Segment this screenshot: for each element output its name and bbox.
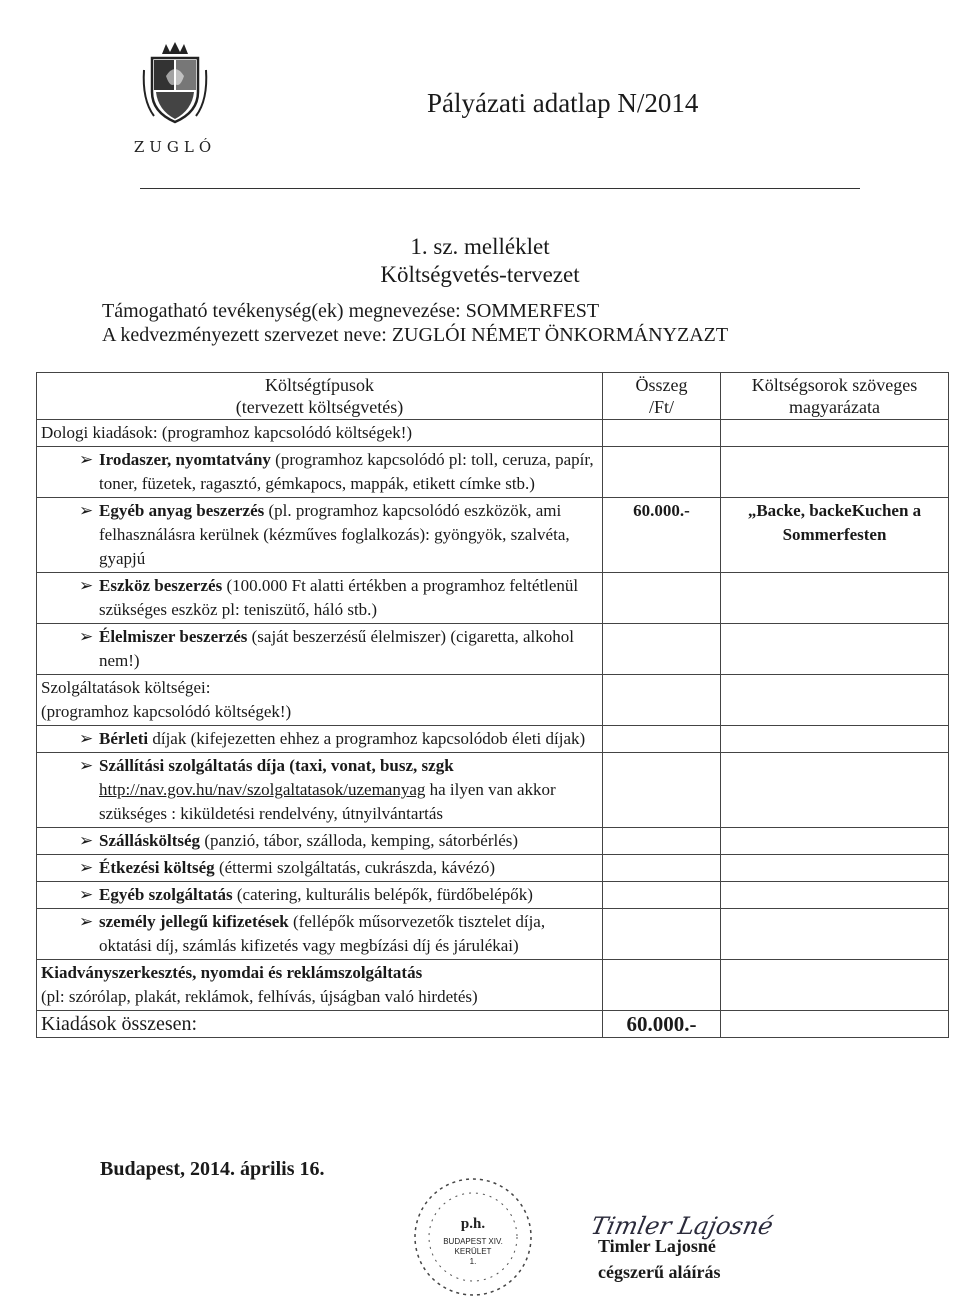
- signature-script: Timler Lajosné: [588, 1211, 776, 1240]
- stamp-line1: BUDAPEST XIV.: [443, 1237, 503, 1246]
- section-publication: Kiadványszerkesztés, nyomdai és reklámszolgáltatás (pl: szórólap, plakát, reklámok, felhívás, újságban való hirdetés): [37, 960, 603, 1011]
- item-food: ➢ Élelmiszer beszerzés (saját beszerzésű élelmiszer) (cigaretta, alkohol nem!): [37, 624, 603, 675]
- item-lodging: ➢ Szállásköltség (panzió, tábor, szálloda, kemping, sátorbérlés): [37, 828, 603, 855]
- arrow-bullet-icon: ➢: [79, 858, 94, 877]
- total-amount: 60.000.-: [603, 1011, 721, 1038]
- budget-table: [36, 372, 949, 1038]
- arrow-bullet-icon: ➢: [79, 756, 94, 775]
- arrow-bullet-icon: ➢: [79, 885, 94, 904]
- organization-line: A kedvezményezett szervezet neve: ZUGLÓI NÉMET ÖNKORMÁNYZAZT: [102, 324, 729, 346]
- table-row: [37, 420, 949, 447]
- table-row: [37, 828, 949, 855]
- table-row: [37, 753, 949, 828]
- stamp-line3: 1.: [469, 1257, 477, 1266]
- table-header-row: [37, 373, 949, 420]
- item-other-materials: ➢ Egyéb anyag beszerzés (pl. programhoz kapcsolódó eszközök, ami felhasználásra kerülnek (kézműves foglalkozás): gyöngyök, szalvéta, gyapjú: [37, 498, 603, 573]
- arrow-bullet-icon: ➢: [79, 576, 94, 595]
- item-other-services: ➢ Egyéb szolgáltatás (catering, kulturális belépők, fürdőbelépők): [37, 882, 603, 909]
- item-transport: ➢ Szállítási szolgáltatás díja (taxi, vonat, busz, szgk http://nav.gov.hu/nav/szolgaltatasok/uzemanyag ha ilyen van akkor szükséges : kiküldetési rendelvény, útnyilvántartás: [37, 753, 603, 828]
- total-row: [37, 1011, 949, 1038]
- item-equipment: ➢ Eszköz beszerzés (100.000 Ft alatti értékben a programhoz feltétlenül szükséges eszköz pl: teniszütő, háló stb.): [37, 573, 603, 624]
- table-row: [37, 726, 949, 753]
- item-other-explanation: „Backe, backeKuchen a Sommerfesten: [721, 498, 949, 573]
- arrow-bullet-icon: ➢: [79, 912, 94, 931]
- section-services: Szolgáltatások költségei: (programhoz kapcsolódó költségek!): [37, 675, 603, 726]
- place-date: Budapest, 2014. április 16.: [100, 1158, 325, 1180]
- coat-of-arms-logo: [133, 40, 217, 160]
- item-office-supplies: ➢ Irodaszer, nyomtatvány (programhoz kapcsolódó pl: toll, ceruza, papír, toner, füzetek, ragasztó, gémkapocs, mappák, etikett címke stb.): [37, 447, 603, 498]
- item-rental: ➢ Bérleti díjak (kifejezetten ehhez a programhoz kapcsolódob életi díjak): [37, 726, 603, 753]
- table-row: [37, 447, 949, 498]
- stamp-ph: p.h.: [460, 1216, 486, 1232]
- header-amount: Összeg /Ft/: [603, 373, 721, 420]
- arrow-bullet-icon: ➢: [79, 627, 94, 646]
- table-row: [37, 855, 949, 882]
- table-row: [37, 960, 949, 1011]
- item-other-amount: 60.000.-: [603, 498, 721, 573]
- arrow-bullet-icon: ➢: [79, 729, 94, 748]
- transport-link[interactable]: http://nav.gov.hu/nav/szolgaltatasok/uzemanyag: [99, 780, 426, 799]
- table-row: [37, 675, 949, 726]
- table-row: [37, 909, 949, 960]
- table-row: [37, 573, 949, 624]
- header-explanation: Költségsorok szöveges magyarázata: [721, 373, 949, 420]
- total-label: Kiadások összesen:: [37, 1011, 603, 1038]
- budget-title: Költségvetés-tervezet: [380, 262, 580, 287]
- arrow-bullet-icon: ➢: [79, 831, 94, 850]
- item-personal-payments: ➢ személy jellegű kifizetések (fellépők műsorvezetők tisztelet díja, oktatási díj, számlás kifizetés vagy megbízási díj és járulékai): [37, 909, 603, 960]
- header-cost-type: Költségtípusok (tervezett költségvetés): [37, 373, 603, 420]
- activity-line: Támogatható tevékenység(ek) megnevezése: SOMMERFEST: [102, 300, 600, 322]
- arrow-bullet-icon: ➢: [79, 501, 94, 520]
- header-divider: [140, 188, 860, 189]
- table-row: [37, 624, 949, 675]
- table-row: [37, 882, 949, 909]
- form-title: Pályázati adatlap N/2014: [427, 88, 699, 118]
- signer-role: cégszerű aláírás: [598, 1262, 721, 1282]
- annex-title: 1. sz. melléklet: [410, 234, 550, 259]
- item-meals: ➢ Étkezési költség (éttermi szolgáltatás, cukrászda, kávézó): [37, 855, 603, 882]
- signer-name: Timler Lajosné: [598, 1236, 716, 1256]
- official-stamp: [408, 1172, 538, 1302]
- section-material-costs: Dologi kiadások: (programhoz kapcsolódó költségek!): [37, 420, 603, 447]
- stamp-line2: KERÜLET: [454, 1247, 492, 1256]
- arrow-bullet-icon: ➢: [79, 450, 94, 469]
- logo-text: ZUGLÓ: [133, 138, 217, 156]
- table-row: [37, 498, 949, 573]
